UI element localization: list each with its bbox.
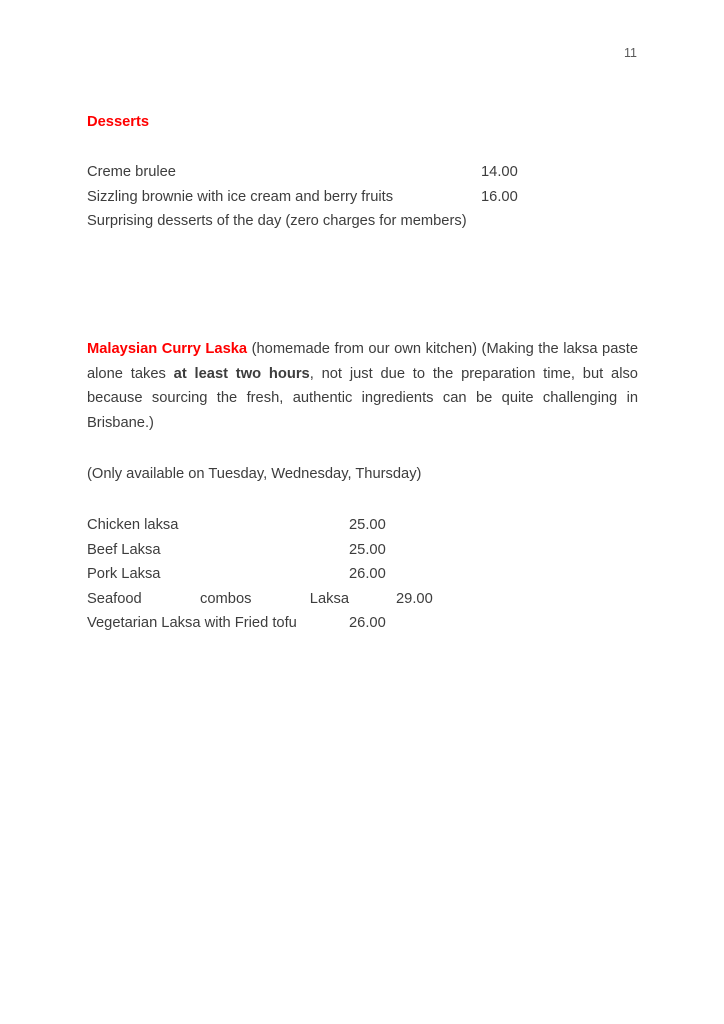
menu-item-name <box>87 587 349 612</box>
menu-item-price: 14.00 <box>481 164 518 180</box>
menu-item-name: Pork Laksa <box>87 566 161 583</box>
menu-item-price: 26.00 <box>349 566 386 583</box>
desserts-list <box>87 160 518 234</box>
menu-item-row <box>87 209 518 234</box>
menu-item-name: Beef Laksa <box>87 541 161 558</box>
menu-item-name: Chicken laksa <box>87 517 179 533</box>
menu-item-price: 25.00 <box>349 517 386 533</box>
menu-item-name: Surprising desserts of the day (zero charges for members) <box>87 213 467 230</box>
menu-item-row <box>87 562 433 587</box>
menu-item-price: 26.00 <box>349 615 386 632</box>
laksa-availability-note: (Only available on Tuesday, Wednesday, Thursday) <box>87 466 422 482</box>
dish-title: Malaysian Curry Laska <box>87 341 248 357</box>
laksa-intro-paragraph <box>87 337 638 435</box>
menu-item-name: Vegetarian Laksa with Fried tofu <box>87 615 297 632</box>
paragraph-text: , not just due to the preparation time, but also because sourcing the fresh, authentic ingredients can be quite challenging in Brisbane.) <box>87 365 638 431</box>
page-number: 11 <box>624 46 637 60</box>
paragraph-text: at least two hours <box>173 365 310 382</box>
menu-item-name-word: combos <box>200 590 252 607</box>
menu-item-price: 29.00 <box>396 590 433 607</box>
menu-item-name: Creme brulee <box>87 164 176 180</box>
menu-item-price: 16.00 <box>481 188 518 205</box>
menu-item-price: 25.00 <box>349 541 386 558</box>
menu-item-row <box>87 538 433 563</box>
menu-item-name: Sizzling brownie with ice cream and berry fruits <box>87 188 394 205</box>
menu-item-name-word: Laksa <box>309 590 349 607</box>
menu-item-row <box>87 185 518 210</box>
laksa-list <box>87 513 433 636</box>
menu-item-row <box>87 587 433 612</box>
menu-item-row <box>87 160 518 185</box>
menu-item-name-word: Seafood <box>87 590 142 607</box>
menu-item-row <box>87 513 433 538</box>
desserts-heading: Desserts <box>87 114 150 130</box>
paragraph-text: (homemade from our own kitchen) (Making the laksa paste alone takes <box>87 341 638 382</box>
menu-item-row <box>87 611 433 636</box>
